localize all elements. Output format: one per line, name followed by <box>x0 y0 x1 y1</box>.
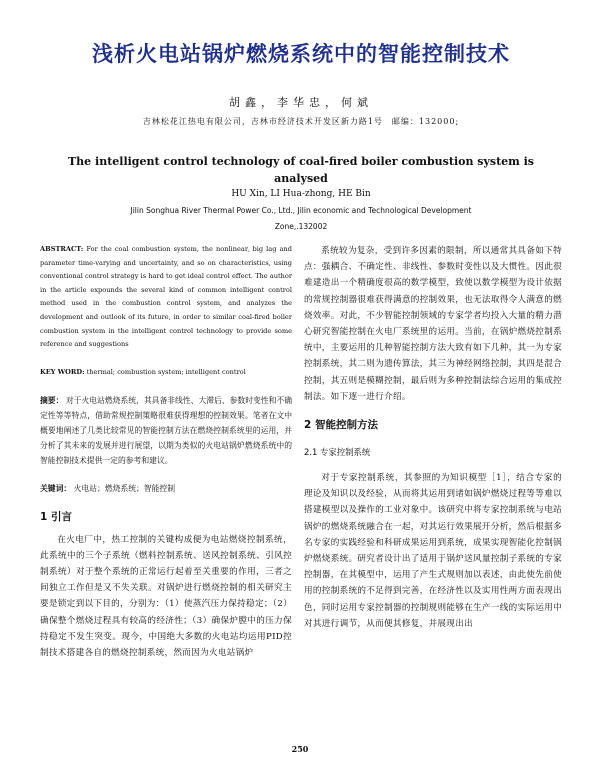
affiliation-chinese: 吉林松花江热电有限公司，吉林市经济技术开发区新力路1号 邮编：132000; <box>142 117 460 126</box>
abstract-english-label: ABSTRACT: <box>40 245 84 253</box>
section-2-1-heading: 2.1 专家控制系统 <box>304 447 371 458</box>
keywords-chinese-label: 关键词： <box>40 484 72 494</box>
title-chinese: 浅析火电站锅炉燃烧系统中的智能控制技术 <box>92 42 510 66</box>
affiliation-english-line2: Zone,.132002 <box>274 222 328 231</box>
intro-continuation-paragraph: 系统较为复杂，受到许多因素的限制，所以通常其具备如下特点：强耦合、不确定性、非线性、参数时变性以及大惯性。因此很难建造出一个精确度很高的数学模型，致使以数学模型为设计依据的常规控制器很难获得满意的控制效果，也无法取得令人满意的燃烧效率。对此，不少智能控制领域的专家学者均投入大量的精力潜心研究智能控制在火电厂系统里的运用。当前，在锅炉燃烧控制系统中，主要运用的几种智能控制方法大致有如下几种，其一为专家控制系统，其二则为遗传算法，其三为神经网络控制，其四是混合控制，其五则是模糊控制，最后则为多种控制法综合运用的集成控制法。如下逐一进行介绍。 <box>304 246 562 402</box>
abstract-english <box>40 243 292 352</box>
left-column <box>40 243 292 661</box>
keywords-chinese-text: 火电站；燃烧系统；智能控制 <box>73 484 176 494</box>
abstract-chinese-label: 摘要： <box>40 396 64 406</box>
authors-english: HU Xin, LI Hua-zhong, HE Bin <box>231 189 371 199</box>
keywords-english <box>40 366 292 380</box>
two-column-body <box>40 243 562 661</box>
right-column <box>304 243 562 661</box>
keywords-english-label: KEY WORD: <box>40 367 85 376</box>
abstract-chinese-text: 对于火电站燃烧系统，其具备非线性、大滞后、参数时变性和不确定性等等特点，借助常规控制策略很难获得理想的控制效果。笔者在文中概要地阐述了几类比较常见的智能控制方法在燃烧控制系统里的运用，并分析了其未来的发展并进行展望，以期为类似的火电站锅炉燃烧系统中的智能控制技术提供一定的参考和建议。 <box>40 396 293 466</box>
keywords-chinese <box>40 482 292 496</box>
section-1-paragraph: 在火电厂中，热工控制的关键构成便为电站燃烧控制系统，此系统中的三个子系统（燃料控制系统、送风控制系统、引风控制系统）对于整个系统的正常运行起着至关重要的作用，三者之间独立工作但是又不失关联。对锅炉进行燃烧控制的相关研究主要是锁定到以下目的，分别为：（1）使蒸汽压力保持稳定；（2）确保整个燃烧过程具有较高的经济性；（3）确保炉膛中的压力保持稳定不发生突变。现今，中国绝大多数的火电站均运用PID控制技术搭建各自的燃烧控制系统，然而因为火电站锅炉 <box>40 534 292 659</box>
section-2-1-paragraph: 对于专家控制系统，其参照的为知识模型［1］，结合专家的理论及知识以及经验，从而将其运用到诸如锅炉燃烧过程等等难以搭建模型以及操作的工业对象中。该研究中将专家控制系统与电站锅炉的燃烧系统融合在一起，对其运行效果展开分析，然后根据多名专家的实践经验和科研成果运用到系统，成果实现智能化控制锅炉燃烧系统。研究者设计出了适用于锅炉送风量控制子系统的专家控制器，在其模型中，运用了产生式规则加以表述，由此使先前使用的控制系统的不足得到完善，在经济性以及实用性两方面表现出色，同时运用专家控制器的控制规则能够在生产一线的实际运用中对其进行调节，从而便其修复，并展现出出 <box>304 473 562 629</box>
affiliation-english-line1: Jilin Songhua River Thermal Power Co., Ltd., Jilin economic and Technological Development <box>130 206 472 215</box>
abstract-english-text: For the coal combustion system, the nonlinear, big lag and parameter time-varying and uncertainty, and so on characteristics, using conventional control strategy is hard to get ideal control effect. The author in the article expounds the several kind of common intelligent control method used in the combustion control system, and analyzes the development and outlook of its future, in order to similar coal-fired boiler combustion system in the intelligent control technology to provide some reference and suggestions <box>40 245 292 349</box>
abstract-chinese <box>40 393 292 468</box>
section-2-heading: 2 智能控制方法 <box>304 419 378 432</box>
keywords-english-text: thermal; combustion system; intelligent control <box>86 367 246 376</box>
authors-chinese: 胡鑫，李华忠，何斌 <box>229 96 373 109</box>
page-number: 250 <box>291 744 309 754</box>
section-1-heading: 1 引言 <box>40 510 72 523</box>
title-english: The intelligent control technology of coal-fired boiler combustion system is analysed <box>68 155 534 185</box>
